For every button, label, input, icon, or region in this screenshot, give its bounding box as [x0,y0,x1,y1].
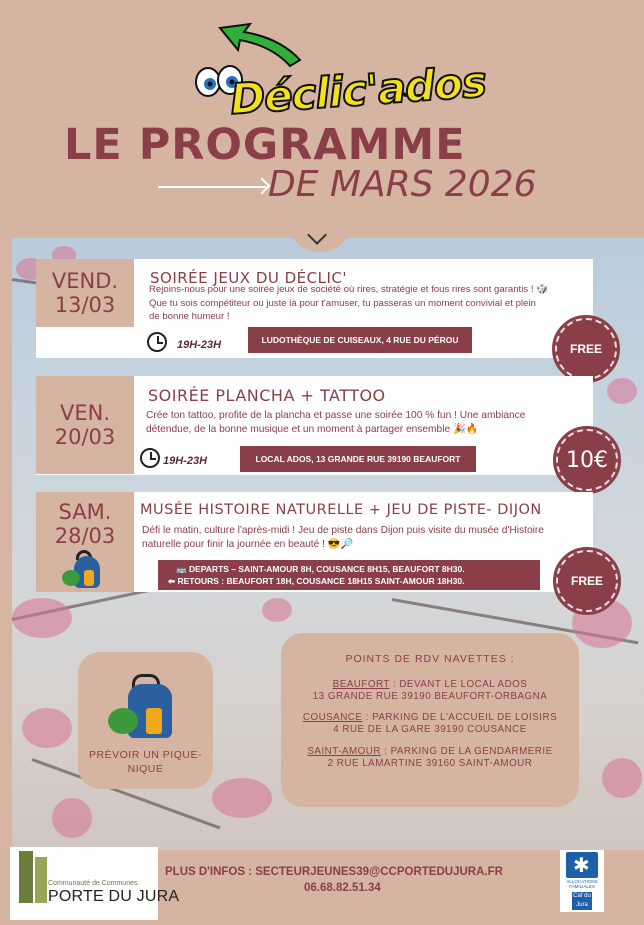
porte-du-jura-logo [10,847,180,920]
backpack-icon [62,550,108,590]
rdv-point-name: COUSANCE [302,712,363,723]
event-title: SOIRÉE JEUX DU DÉCLIC' [150,269,347,287]
event-day: VEN. [59,401,111,425]
blossom [12,598,72,638]
departs-text: 🚌 DEPARTS – SAINT-AMOUR 8H, COUSANCE 8H15, BEAUFORT 8H30. [176,564,465,574]
price-badge: FREE [556,550,618,612]
blossom [212,778,272,818]
backpack-icon [108,674,184,740]
blossom [262,598,292,622]
header [0,0,644,238]
blossom [607,378,637,404]
blossom [602,758,642,798]
event-day: SAM. [58,500,112,524]
event-day: VEND. [51,269,119,293]
event-description: Rejoins-nous pour une soirée jeux de société où rires, stratégie et fous rires sont garantis ! 🎲 Que tu sois compétiteur ou juste là pour t'amuser, tu passeras un moment convivial et plein de bonne humeur ! [149,284,549,322]
page-subtitle: DE MARS 2026 [268,164,537,205]
event-place: LUDOTHÈQUE DE CUISEAUX, 4 RUE DU PÉROU [248,327,472,353]
rdv-point-name: BEAUFORT [332,679,390,690]
event-date [36,376,134,474]
rdv-point [281,679,579,703]
blossom [22,708,72,748]
cc-subtitle: Communauté de Communes [48,880,138,887]
contact-email[interactable]: PLUS D'INFOS : SECTEURJEUNES39@CCPORTEDUJURA.FR [165,866,503,878]
event-description: Défi le matin, culture l'après-midi ! Jeu de piste dans Dijon puis visite du musée d'Histoire naturelle pour finir la journée en beauté ! 😎🔎 [142,525,544,550]
declic-ados-logo [190,20,488,124]
rdv-point [281,712,579,736]
rdv-point-line2: 2 RUE LAMARTINE 39160 SAINT-AMOUR [327,758,533,769]
caf-badge: Caf du Jura [573,893,591,908]
event-date-num: 28/03 [54,524,116,548]
caf-text: ALLOCATIONS FAMILIALES [566,879,598,889]
rdv-point-line1: : PARKING DE L'ACCUEIL DE LOISIRS [362,712,558,723]
contact-phone[interactable]: 06.68.82.51.34 [304,882,381,894]
event-card [36,376,593,475]
event-card [36,259,593,358]
title-arrow-icon [158,186,266,188]
rdv-title: POINTS DE RDV NAVETTES : [345,653,515,665]
price-badge: FREE [555,318,617,380]
event-date-num: 13/03 [54,293,116,317]
transport-info [158,560,540,590]
event-time: 19H-23H [177,339,222,351]
picnic-text: PRÉVOIR UN PIQUE-NIQUE [89,749,202,775]
page-title: LE PROGRAMME [64,120,466,170]
caf-icon [566,852,598,878]
logo-mark [35,857,47,903]
rdv-panel [281,633,579,807]
event-place: LOCAL ADOS, 13 GRANDE RUE 39190 BEAUFORT [240,446,476,472]
rdv-point-name: SAINT-AMOUR [307,746,381,757]
rdv-point-line1: : DEVANT LE LOCAL ADOS [389,679,528,690]
logo-mark [19,851,33,903]
price-badge: 10€ [556,429,618,491]
retours-text: ⬅ RETOURS : BEAUFORT 18H, COUSANCE 18H15 SAINT-AMOUR 18H30. [168,576,465,586]
clock-icon [140,448,160,468]
event-title: MUSÉE HISTOIRE NATURELLE + JEU DE PISTE- DIJON [140,502,542,518]
clock-icon [147,332,167,352]
blossom [52,798,92,838]
event-description: Crée ton tattoo, profite de la plancha et passe une soirée 100 % fun ! Une ambiance détendue, de la bonne musique et un moment à partager ensemble 🎉🔥 [146,410,526,435]
picnic-panel [78,652,213,789]
event-date [36,259,134,327]
logo-text: Déclic'ados [228,57,488,124]
rdv-point-line1: : PARKING DE LA GENDARMERIE [380,746,553,757]
event-date-num: 20/03 [54,425,116,449]
caf-logo [560,850,604,912]
event-time: 19H-23H [163,455,208,467]
cc-name: PORTE DU JURA [48,888,180,905]
event-title: SOIRÉE PLANCHA + TATTOO [148,386,386,405]
rdv-point-line2: 13 GRANDE RUE 39190 BEAUFORT-ORBAGNA [312,691,548,702]
rdv-point-line2: 4 RUE DE LA GARE 39190 COUSANCE [333,724,527,735]
rdv-point [281,746,579,770]
